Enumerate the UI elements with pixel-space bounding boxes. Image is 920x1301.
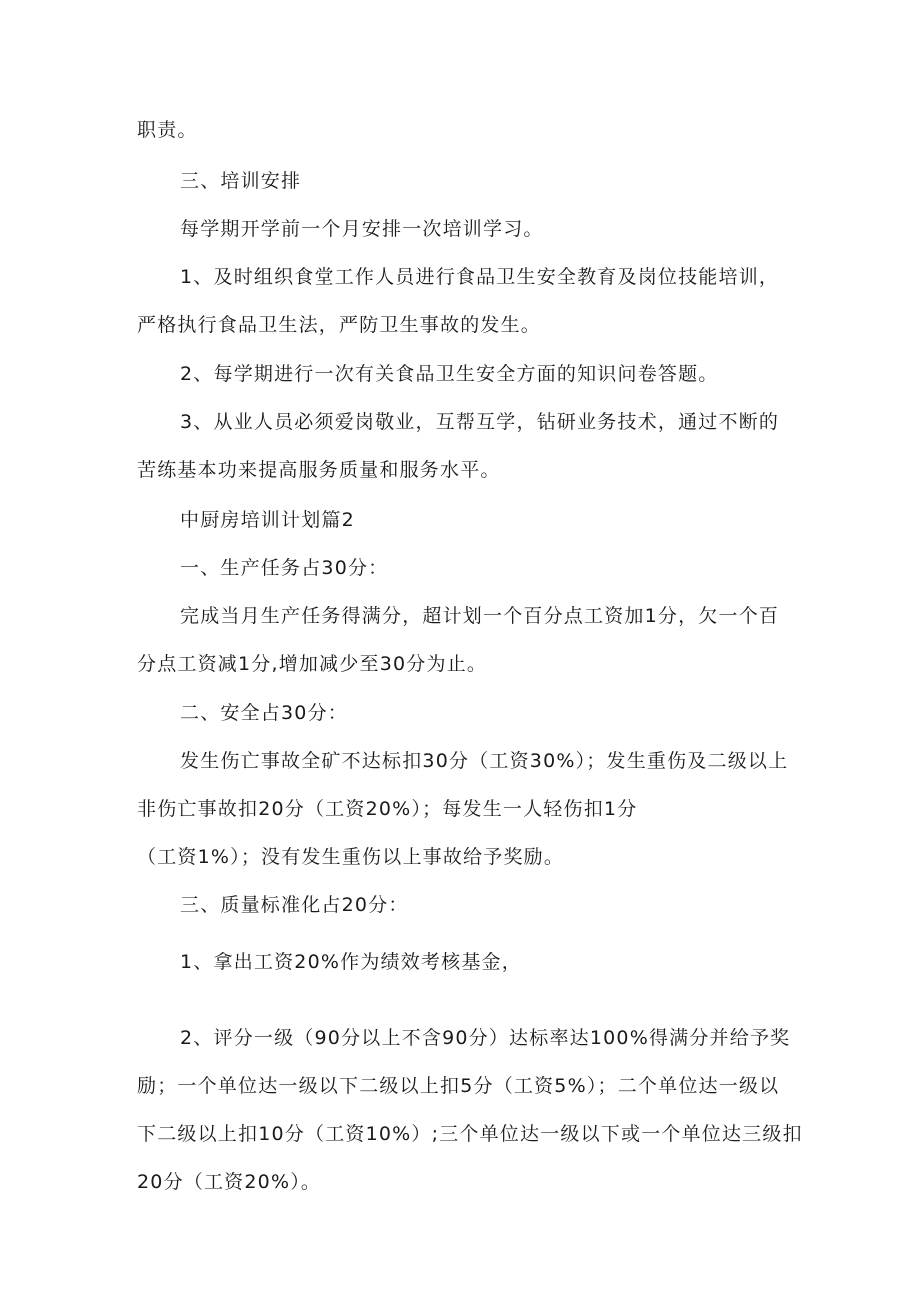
text-line: 严格执行食品卫生法，严防卫生事故的发生。: [137, 314, 542, 336]
section-heading: 三、质量标准化占20分：: [180, 894, 409, 916]
text-line: 励；一个单位达一级以下二级以上扣5分（工资5%）；二个单位达一级以: [137, 1075, 780, 1097]
text-line: 20分（工资20%）。: [137, 1171, 322, 1193]
section-heading: 三、培训安排: [180, 170, 302, 192]
text-line: （工资1%）；没有发生重伤以上事故给予奖励。: [137, 846, 565, 868]
list-item: 2、每学期进行一次有关食品卫生安全方面的知识问卷答题。: [180, 363, 719, 385]
text-line: 发生伤亡事故全矿不达标扣30分（工资30%）；发生重伤及二级以上: [180, 750, 789, 772]
text-line: 下二级以上扣10分（工资10%）;三个单位达一级以下或一个单位达三级扣: [137, 1123, 803, 1145]
section-heading: 二、安全占30分：: [180, 702, 348, 724]
list-item: 1、拿出工资20%作为绩效考核基金，: [180, 951, 522, 973]
document-title: 中厨房培训计划篇2: [180, 509, 355, 531]
text-line: 职责。: [137, 119, 198, 141]
section-heading: 一、生产任务占30分：: [180, 557, 389, 579]
list-item: 1、及时组织食堂工作人员进行食品卫生安全教育及岗位技能培训，: [180, 266, 780, 288]
list-item: 3、从业人员必须爱岗敬业，互帮互学，钻研业务技术，通过不断的: [180, 411, 780, 433]
text-line: 苦练基本功来提高服务质量和服务水平。: [137, 459, 501, 481]
text-line: 每学期开学前一个月安排一次培训学习。: [180, 218, 544, 240]
list-item: 2、评分一级（90分以上不含90分）达标率达100%得满分并给予奖: [180, 1027, 791, 1049]
text-line: 非伤亡事故扣20分（工资20%）；每发生一人轻伤扣1分: [137, 798, 638, 820]
text-line: 分点工资减1分,增加减少至30分为止。: [137, 653, 488, 675]
text-line: 完成当月生产任务得满分，超计划一个百分点工资加1分，欠一个百: [180, 605, 780, 627]
